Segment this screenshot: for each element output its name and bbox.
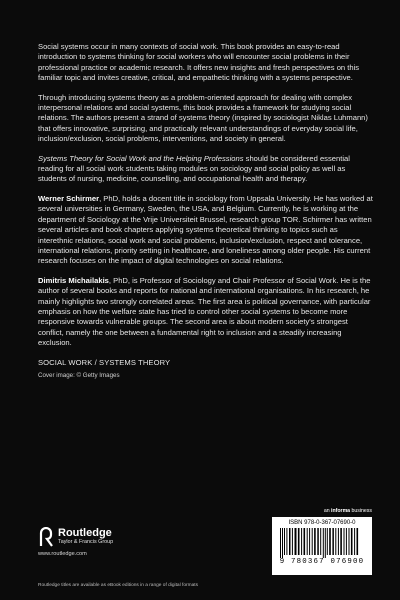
back-cover-blurb [38,42,373,381]
blurb-paragraph-intro: Social systems occur in many contexts of social work. This book provides an easy-to-read introduction to systems thinking for social workers who will encounter social problems in their professional practice or academic research. It offers new insights and fresh perspectives on this familiar topic and invites creative, critical, and empathetic thinking with a systems perspective. [38,42,360,83]
ean-digits: 9 780367 076900 [279,558,365,566]
informa-business-tag: an informa business [323,508,372,514]
isbn-number: ISBN 978-0-367-07690-0 [288,520,356,526]
author-name: Werner Schirmer [38,193,100,203]
blurb-paragraph-framework: Through introducing systems theory as a problem-oriented approach for dealing with complex interpersonal relations and social systems, this book provides a framework for studying social relations. The authors present a strand of systems theory (inspired by sociologist Niklas Luhmann) that offers innovative, surprising, and practically relevant understandings of everyday social life, inclusion/exclusion, social problems, interventions, and society in general. [38,92,368,144]
barcode-bars [278,528,366,558]
routledge-logo-icon [38,527,54,547]
subject-category: SOCIAL WORK / SYSTEMS THEORY [38,357,171,367]
informa-brand: informa [331,508,351,514]
isbn-barcode [272,517,372,575]
ebook-availability-note: Routledge titles are available as eBook editions in a range of digital formats [38,583,198,588]
blurb-paragraph-audience [38,154,373,185]
cover-image-credit: Cover image: © Getty Images [38,371,120,379]
audience-text: should be considered essential reading for all social work students taking modules on sociology and social policy as well as students of nursing, medicine, counselling, and occupational health and therapy. [38,153,350,184]
routledge-logo [38,527,178,547]
publisher-block [38,527,178,557]
author-name: Dimitris Michailakis [38,275,109,285]
author-bio-michailakis [38,276,373,349]
author-bio-text: , PhD, is Professor of Sociology and Chair Professor of Social Work. He is the author of several books and reports for national and international organisations. In his research, he mainly highlights two strongly correlated areas. The first area is political governance, with particular emphasis on how the welfare state has tried to control other social systems to become more responsive towards vulnerable groups. The second area is about modern society's strongest conflict, namely the one between a fundamental right to inclusion and a steadily increasing exclusion. [38,275,371,348]
author-bio-schirmer [38,194,373,267]
publisher-name: Routledge [58,527,112,540]
publisher-group: Taylor & Francis Group [58,539,114,546]
author-bio-text: , PhD, holds a docent title in sociology from Uppsala University. He has worked at several universities in Germany, Sweden, the USA, and Belgium. Currently, he is working at the department of Sociology at the Vrije Universiteit Brussel, research group TOR. Schirmer has written several articles and book chapters applying systems theoretical thinking to topics such as interethnic relations, social work and social problems, inclusion/exclusion, respect and tolerance, international relations, priority setting in healthcare, and loneliness among older people. His current research focuses on the impact of digital technologies on social relations. [38,193,373,266]
book-title: Systems Theory for Social Work and the Helping Professions [38,153,244,163]
publisher-url[interactable]: www.routledge.com [38,551,87,557]
